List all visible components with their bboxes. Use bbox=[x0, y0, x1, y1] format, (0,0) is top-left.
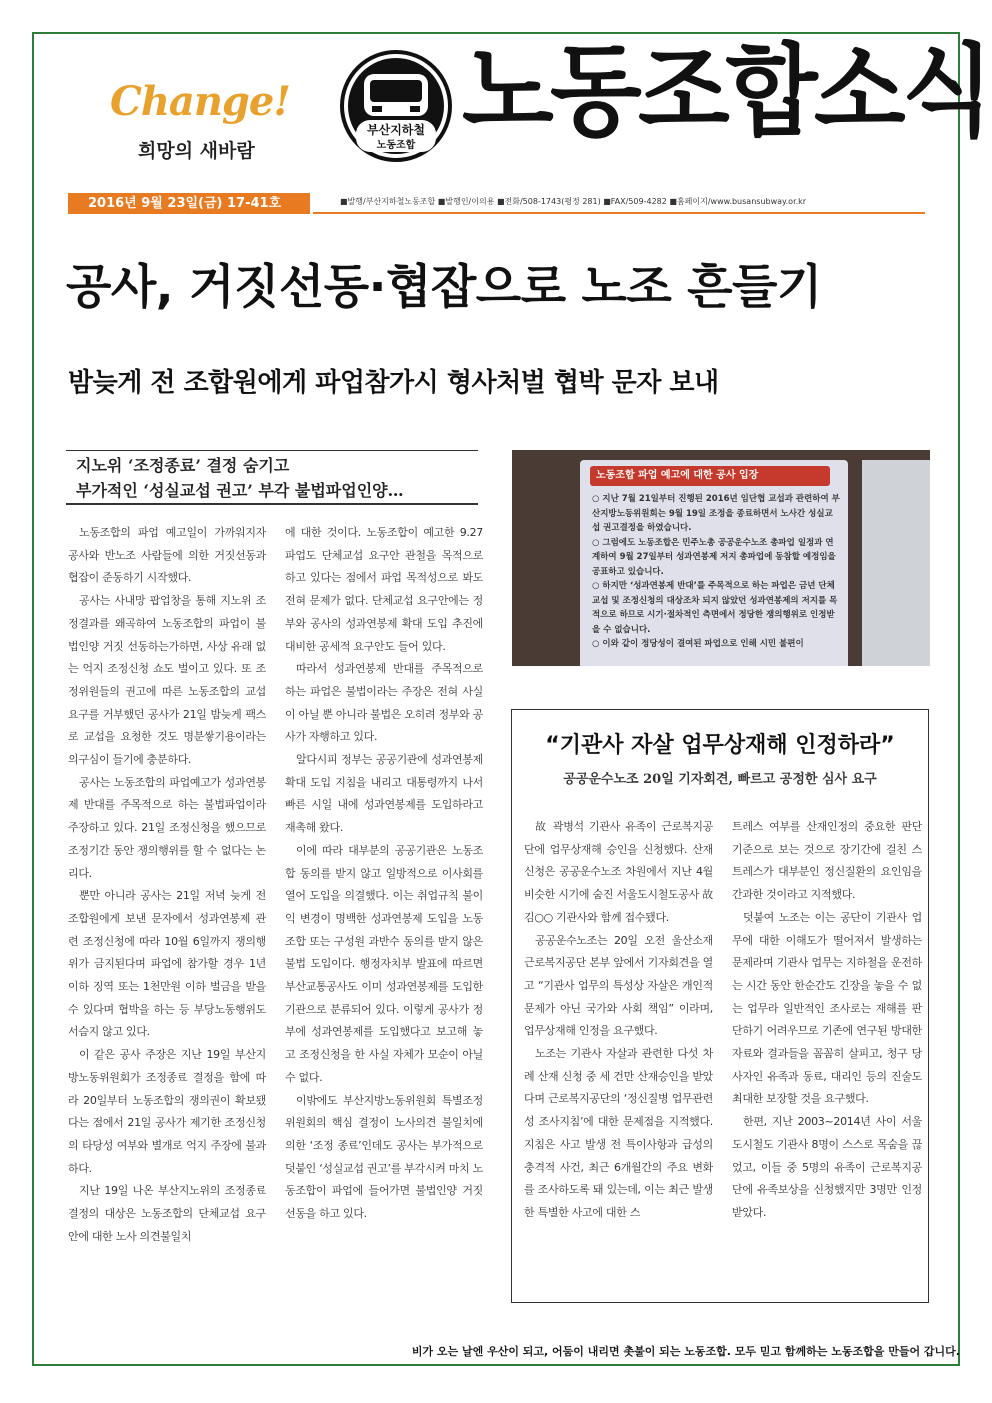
paragraph: 노동조합의 파업 예고일이 가까워지자 공사와 반노조 사람들에 의한 거짓선동과 협잡이 준동하기 시작했다. bbox=[68, 526, 266, 585]
issue-date-bar: 2016년 9월 23일(금) 17-41호 bbox=[68, 193, 310, 214]
photo-bullet: ○ 이와 같이 정당성이 결여된 파업으로 인해 시민 불편이 bbox=[592, 639, 804, 649]
sub-headline: 밤늦게 전 조합원에게 파업참가시 형사처벌 협박 문자 보내 bbox=[68, 368, 719, 398]
paragraph: 이밖에도 부산지방노동위원회 특별조정위원회의 핵심 결정이 노사의견 불일치에 의한 ‘조정 종료’인데도 공사는 부가적으로 덧붙인 ‘성실교섭 권고’를 부각시켜 마치 노동조합이 파업에 들어가면 불법인양 거짓선동을 하고 있다. bbox=[285, 1093, 483, 1221]
paragraph: 공공운수노조는 20일 오전 울산소재 근로복지공단 본부 앞에서 기자회견을 열고 “기관사 업무의 특성상 자살은 개인적 문제가 아닌 국가와 사회 책임” 이라며, 업무상재해 인정을 요구했다. bbox=[524, 933, 713, 1038]
paragraph: 故 곽병석 기관사 유족이 근로복지공단에 업무상재해 승인을 신청했다. 산재 신청은 공공운수노조 차원에서 지난 4월 비슷한 시기에 숨진 서울도시철도공사 故 김○○ 기관사와 함께 접수됐다. bbox=[524, 820, 713, 924]
photo-screen-title: 노동조합 파업 예고에 대한 공사 입장 bbox=[590, 466, 830, 486]
side-headline-line2: 부가적인 ‘성실교섭 권고’ 부각 불법파업인양… bbox=[76, 481, 404, 500]
logo-text-top: 부산지하철 bbox=[367, 123, 425, 137]
paragraph: 덧붙여 노조는 이는 공단이 기관사 업무에 대한 이해도가 떨어져서 발생하는 문제라며 기관사 업무는 지하철을 운전하는 시간 동안 한순간도 긴장을 놓을 수 없는 업무라 일반적인 조사로는 재해를 판단하기 어려우므로 기존에 연구된 방대한 자료와 결과들을 꼼꼼히 살피고, 청구 당사자인 유족과 동료, 대리인 등의 진술도 최대한 보장할 것을 요구했다. bbox=[732, 910, 922, 1106]
paragraph: 뿐만 아니라 공사는 21일 저녁 늦게 전 조합원에게 보낸 문자에서 성과연봉제 관련 조정신청에 따라 10월 6일까지 쟁의행위가 금지된다며 파업에 참가할 경우 1년 이하 징역 또는 1천만원 이하 벌금을 받을 수 있다며 협박을 하는 등 부당노동행위도 서슴지 않고 있다. bbox=[68, 889, 266, 1039]
paragraph: 따라서 성과연봉제 반대를 주목적으로 하는 파업은 불법이라는 주장은 전혀 사실이 아닐 뿐 아니라 불법은 오히려 정부와 공사가 자행하고 있다. bbox=[285, 662, 483, 744]
article2-column1 bbox=[524, 816, 713, 1225]
paragraph: 공사는 사내망 팝업창을 통해 지노위 조정결과를 왜곡하여 노동조합의 파업이 불법인양 거짓 선동하는가하면, 사상 유래 없는 억지 조정신청 쇼도 벌이고 있다. 또 조정위원들의 권고에 따른 노동조합의 교섭 요구를 거부했던 공사가 21일 밤늦게 팩스로 교섭을 요청한 것도 명분쌓기용이라는 의구심이 들기에 충분하다. bbox=[68, 594, 266, 767]
article1-column2 bbox=[285, 522, 483, 1226]
paragraph: 이에 따라 대부분의 공공기관은 노동조합 동의를 받지 않고 일방적으로 이사회를 열어 도입을 의결했다. 이는 취업규칙 불이익 변경이 명백한 성과연봉제 도입을 노동조합 또는 구성원 과반수 동의를 받지 않은 불법 도입이다. 행정자치부 발표에 따르면 부산교통공사도 이미 성과연봉제를 도입한 기관으로 분류되어 있다. 이렇게 공사가 정부에 성과연봉제를 도입했다고 보고해 놓고 조정신청을 한 사실 자체가 모순이 아닐 수 없다. bbox=[285, 843, 483, 1084]
publisher-info: ■발행/부산지하철노동조합 ■발행인/이의용 ■전화/508-1743(평정 281) ■FAX/509-4282 ■홈페이지/www.busansubway.or.kr bbox=[340, 197, 807, 206]
article1-column1 bbox=[68, 522, 266, 1249]
photo-bullet: ○ 지난 7월 21일부터 진행된 2016년 임단협 교섭과 관련하여 부산지방노동위원회는 9월 19일 조정을 종료하면서 노사간 성실교섭 권고결정을 하였습니다. bbox=[592, 494, 840, 533]
paragraph: 이 같은 공사 주장은 지난 19일 부산지방노동위원회가 조정종료 결정을 함에 따라 20일부터 노동조합의 쟁의권이 확보됐다는 점에서 21일 공사가 제기한 조정신청의 타당성 여부와 별개로 억지 주장에 불과하다. bbox=[68, 1048, 266, 1175]
footer-slogan: 비가 오는 날엔 우산이 되고, 어둠이 내리면 촛불이 되는 노동조합. 모두 믿고 함께하는 노동조합을 만들어 갑니다. bbox=[411, 1345, 960, 1358]
main-headline: 공사, 거짓선동·협잡으로 노조 흔들기 bbox=[66, 260, 822, 315]
photo-screen bbox=[580, 460, 848, 666]
article2-title: “기관사 자살 업무상재해 인정하라” bbox=[545, 733, 895, 758]
photo-screen-text bbox=[592, 492, 840, 652]
paragraph: 알다시피 정부는 공공기관에 성과연봉제 확대 도입 지침을 내리고 대통령까지 나서 빠른 시일 내에 성과연봉제를 도입하라고 재촉해 왔다. bbox=[285, 753, 483, 835]
paragraph: 공사는 노동조합의 파업예고가 성과연봉제 반대를 주목적으로 하는 불법파업이라 주장하고 있다. 21일 조정신청을 했으므로 조정기간 동안 쟁의행위를 할 수 없다는 논리다. bbox=[68, 775, 266, 880]
masthead-title: 노동조합소식 bbox=[462, 33, 990, 150]
slogan: 희망의 새바람 bbox=[138, 140, 255, 162]
photo-bullet: ○ 그럼에도 노동조합은 민주노총 공공운수노조 총파업 일정과 연계하여 9월 27일부터 성과연봉제 저지 총파업에 동참할 예정임을 공표하고 있습니다. bbox=[592, 537, 836, 577]
paragraph: 한편, 지난 2003~2014년 사이 서울도시철도 기관사 8명이 스스로 목숨을 끊었고, 이들 중 5명의 유족이 근로복지공단에 유족보상을 신청했지만 3명만 인정받았다. bbox=[732, 1115, 922, 1219]
notice-screen-photo bbox=[512, 450, 930, 666]
side-headline-line1: 지노위 ‘조정종료’ 결정 숨기고 bbox=[76, 456, 290, 475]
article2-subtitle: 공공운수노조 20일 기자회견, 빠르고 공정한 심사 요구 bbox=[563, 772, 877, 787]
header-divider bbox=[313, 212, 925, 214]
paragraph: 에 대한 것이다. 노동조합이 예고한 9.27 파업도 단체교섭 요구안 관철을 목적으로 하고 있다는 점에서 파업 목적성으로 봐도 전혀 문제가 없다. 단체교섭 요구안에는 정부와 공사의 성과연봉제 확대 도입 추진에 대비한 공세적 요구안도 들어 있다. bbox=[285, 526, 483, 653]
paragraph: 지난 19일 나온 부산지노위의 조정종료 결정의 대상은 노동조합의 단체교섭 요구안에 대한 노사 의견불일치 bbox=[68, 1184, 266, 1243]
paragraph: 노조는 기관사 자살과 관련한 다섯 차례 산재 신청 중 세 건만 산재승인을 받았다며 근로복지공단의 ‘정신질병 업무관련성 조사지침’에 대한 문제점을 지적했다. 지침은 사고 발생 전 특이사항과 급성의 충격적 사건, 최근 6개월간의 주요 변화를 조사하도록 돼 있는데, 이는 최근 발생한 특별한 사고에 대한 스 bbox=[524, 1047, 713, 1219]
union-logo-icon bbox=[340, 46, 452, 168]
change-logo-text: Change! bbox=[110, 78, 290, 125]
photo-bullet: ○ 하지만 ‘성과연봉제 반대’를 주목적으로 하는 파업은 금년 단체교섭 및 조정신청의 대상조차 되지 않았던 성과연봉제의 저지를 목적으로 하므로 시기·절차적인 측면에서 정당한 쟁의행위로 인정받을 수 없습니다. bbox=[592, 581, 838, 635]
logo-text-bottom: 노동조합 bbox=[376, 140, 416, 151]
paragraph: 트레스 여부를 산재인정의 중요한 판단 기준으로 보는 것으로 장기간에 걸친 스트레스가 대부분인 정신질환의 요인임을 간과한 것이라고 지적했다. bbox=[732, 820, 922, 902]
photo-side-screen bbox=[862, 460, 930, 666]
side-headline-box bbox=[66, 450, 478, 505]
article2-column2 bbox=[732, 816, 922, 1225]
